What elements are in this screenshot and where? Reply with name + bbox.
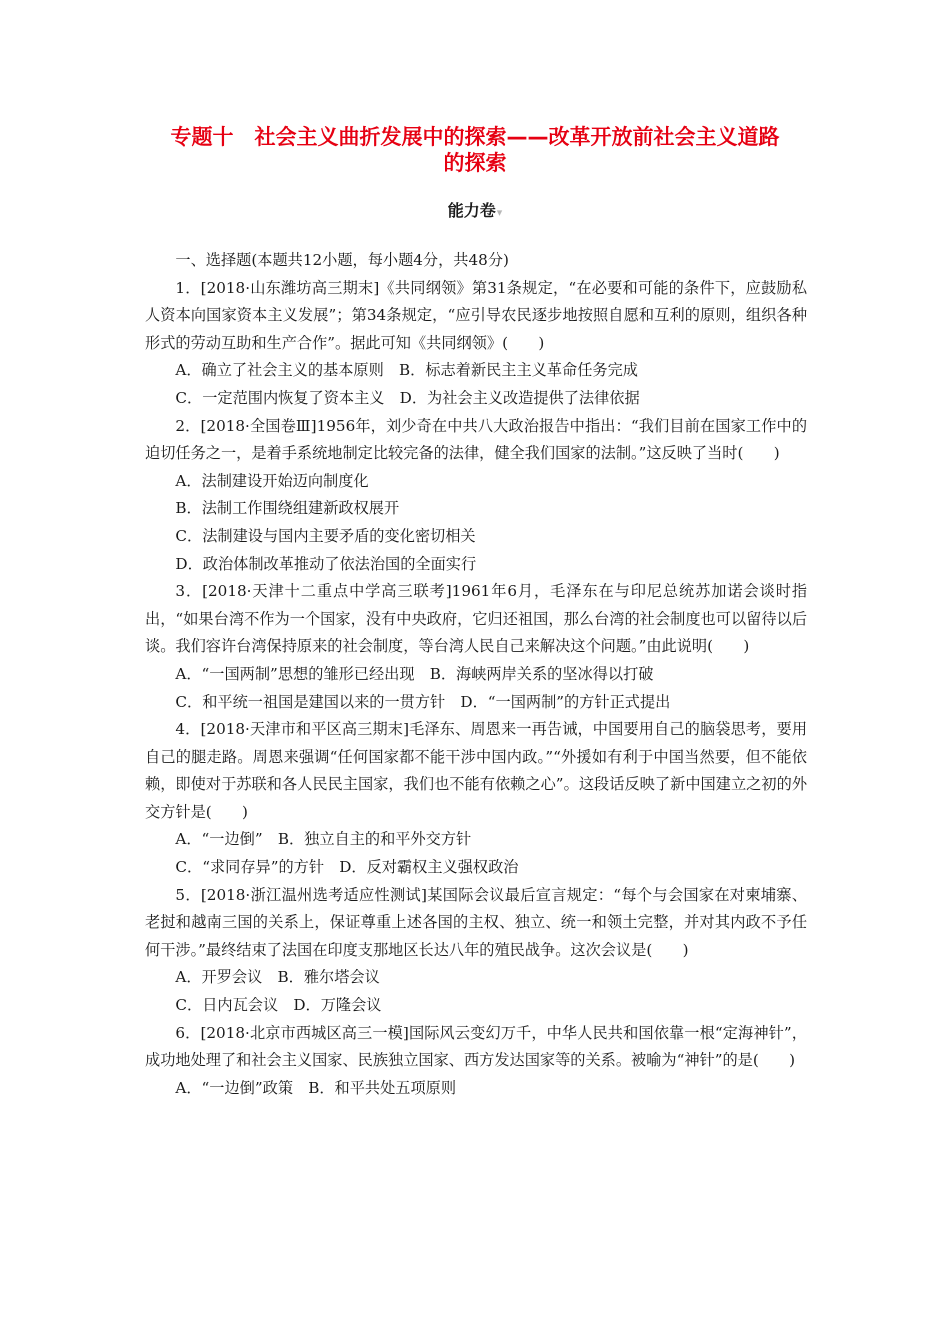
triangle-marker-icon: ▾	[496, 206, 503, 219]
question-stem	[145, 716, 807, 826]
question-stem-line: 为“神针”的是( )	[661, 1051, 796, 1070]
question-stem-line: 海神针”，成功地处理了和社会主义国家、民族独立国家、西方发达国家等的关系。被喻	[145, 1023, 807, 1070]
question-stem-line: 6．[2018·北京市西城区高三一模]国际风云变幻万千，中华人民共和国依靠一根“定	[175, 1023, 739, 1042]
answer-option: A．开罗会议 B．雅尔塔会议	[175, 968, 380, 987]
question-stem-line: 题。”由此说明( )	[615, 637, 750, 656]
question-stem-line: 谈时指出，“如果台湾不作为一个国家，没有中央政府，它归还祖国，那么台湾的社会制	[145, 582, 808, 628]
question-stem-line: 利的原则，组织各种形式的劳动互助和生产合作”。据此可知《共同纲领》( )	[145, 306, 808, 352]
question-stem-line: 家工作中的迫切任务之一，是着手系统地制定比较完备的法律，健全我们国家的法制。”	[145, 416, 808, 463]
answer-option: A．“一国两制”思想的雏形已经出现 B．海峡两岸关系的坚冰得以打破	[175, 664, 654, 683]
question-stem-line: 3．[2018·天津十二重点中学高三联考]1961年6月，毛泽东在与印尼总统苏加诺会	[175, 582, 760, 601]
question-stem-line: 会议是( )	[600, 940, 689, 959]
question-stem-line: 度也可以留待以后谈。我们容许台湾保持原来的社会制度，等台湾人民自己来解决这个问	[145, 609, 808, 656]
question-stem-line: 这反映了当时( )	[646, 444, 780, 463]
question-stem-line: 柬埔寨、老挝和越南三国的关系上，保证尊重上述各国的主权、独立、统一和领土完整，	[145, 885, 807, 932]
question-list	[145, 247, 807, 1102]
question-stem-line: 并对其内政不予任何干涉。”最终结束了法国在印度支那地区长达八年的殖民战争。这次	[145, 913, 808, 959]
question-stem-line: 1．[2018·山东潍坊高三期末]《共同纲领》第31条规定，“在必要和可能的条件下，	[175, 278, 746, 297]
page-title-line-1: 专题十 社会主义曲折发展中的探索——改革开放前社会主义道路	[170, 125, 780, 149]
answer-option: C．和平统一祖国是建国以来的一贯方针 D．“一国两制”的方针正式提出	[175, 692, 671, 711]
section-heading	[0, 198, 950, 221]
answer-option: B．法制工作围绕组建新政权展开	[175, 499, 400, 518]
question-stem	[145, 413, 807, 468]
page-title-line-2: 的探索	[443, 151, 507, 175]
answer-option: C．一定范围内恢复了资本主义 D．为社会主义改造提供了法律依据	[175, 388, 640, 407]
question-stem	[145, 275, 807, 358]
question-stem	[145, 578, 807, 661]
question-stem-line: 这段话反映了新中国建立之初的外交方针是( )	[145, 775, 808, 821]
question-stem-line: 应鼓励私人资本向国家资本主义发展”；第34条规定，“应引导农民逐步地按照自愿和互	[145, 278, 808, 325]
answer-option: A．“一边倒” B．独立自主的和平外交方针	[175, 830, 472, 849]
question-stem	[145, 882, 807, 965]
answer-option: D．政治体制改革推动了依法治国的全面实行	[175, 554, 477, 573]
answer-option: C．“求同存异”的方针 D．反对霸权主义强权政治	[175, 858, 519, 877]
question-stem	[145, 1020, 807, 1075]
section-intro: 一、选择题(本题共12小题，每小题4分，共48分)	[175, 251, 509, 269]
question-stem-line: 2．[2018·全国卷Ⅲ]1956年，刘少奇在中共八大政治报告中指出：“我们目前在国	[175, 416, 731, 435]
answer-option: A．“一边倒”政策 B．和平共处五项原则	[175, 1078, 457, 1097]
answer-option: A．法制建设开始迈向制度化	[175, 471, 369, 490]
answer-option: C．法制建设与国内主要矛盾的变化密切相关	[175, 526, 476, 545]
question-stem-line: 5．[2018·浙江温州选考适应性测试]某国际会议最后宣言规定：“每个与会国家在对	[175, 885, 746, 904]
answer-option: A．确立了社会主义的基本原则 B．标志着新民主主义革命任务完成	[175, 361, 638, 380]
question-stem-line: 4．[2018·天津市和平区高三期末]毛泽东、周恩来一再告诫，中国要用自己的脑袋思	[175, 720, 746, 739]
section-label: 能力卷	[447, 201, 496, 220]
question-stem-line: 中国当然要，但不能依赖，即使对于苏联和各人民民主国家，我们也不能有依赖之心”。	[145, 747, 807, 794]
answer-option: C．日内瓦会议 D．万隆会议	[175, 996, 382, 1015]
question-stem-line: 考，要用自己的腿走路。周恩来强调“任何国家都不能干涉中国内政。”“外援如有利于	[145, 720, 808, 766]
